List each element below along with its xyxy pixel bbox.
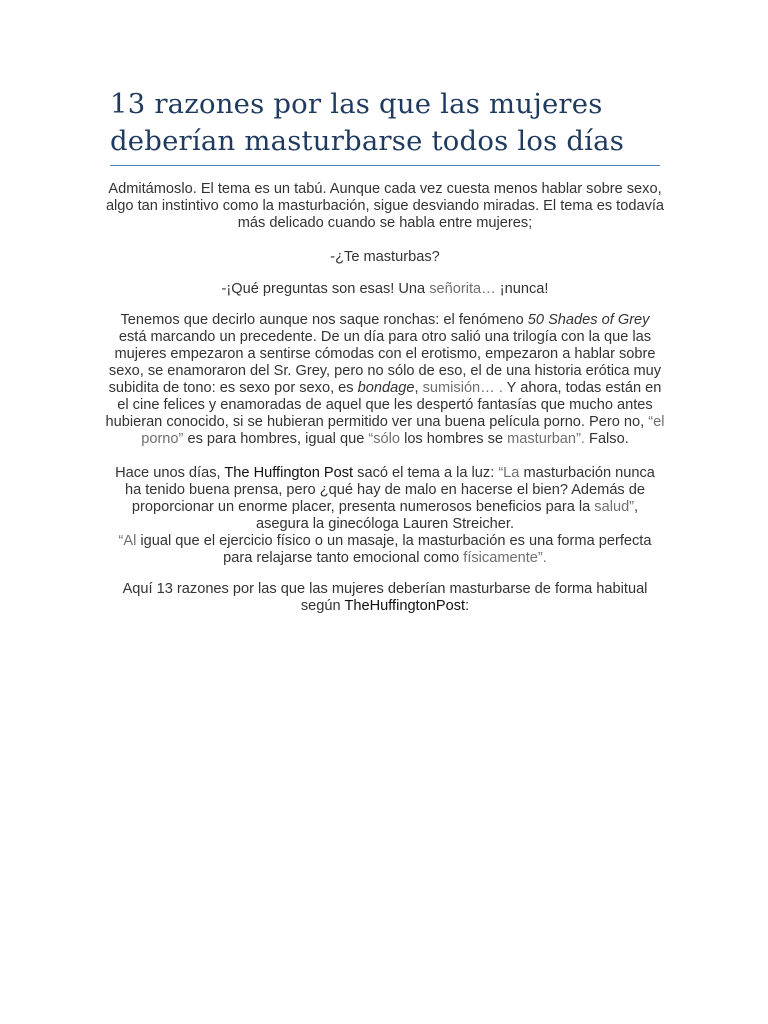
intro-paragraph: Admitámoslo. El tema es un tabú. Aunque cada vez cuesta menos hablar sobre sexo, algo tan instintivo como la masturbación, sigue desviando miradas. El tema es todavía más delicado cuando se habla entre mujeres;: [105, 181, 665, 231]
tenemos-paragraph: [105, 312, 665, 448]
answer-senorita: señorita…: [429, 281, 496, 297]
title-underline: [110, 165, 660, 166]
hace-text-5: igual que el ejercicio físico o un masaje, la masturbación es una forma perfecta para relajarse tanto emocional como: [136, 533, 652, 566]
huffington-post-link[interactable]: The Huffington Post: [224, 465, 354, 481]
title-block: [110, 86, 660, 166]
aqui-paragraph: [105, 581, 665, 615]
tenemos-text-6: los hombres se: [400, 431, 508, 447]
article-body: [105, 181, 665, 615]
bondage-word: bondage: [357, 380, 415, 396]
hace-text-4: , asegura la ginecóloga Lauren Streicher.: [256, 499, 639, 532]
hace-text-1: Hace unos días,: [115, 465, 225, 481]
tenemos-text-2: está marcando un precedente. De un día para otro salió una trilogía con la que las mujeres empezaron a sentirse cómodas con el erotismo, empezaron a hablar sobre sexo, se enamoraron del Sr. Grey, pero no sólo de eso, el de una historia erótica muy subidita de tono: es sexo por sexo, es: [108, 329, 662, 396]
hace-text-2: sacó el tema a la luz:: [353, 465, 499, 481]
sumision-word: sumisión… .: [422, 380, 503, 396]
hace-paragraph: [105, 465, 665, 567]
fisicamente-quote: físicamente”.: [463, 550, 547, 566]
thehuffingtonpost-link[interactable]: TheHuffingtonPost: [344, 598, 466, 614]
al-quote: “Al: [118, 533, 137, 549]
answer-line: [105, 281, 665, 298]
salud-quote: salud”: [594, 499, 635, 515]
tenemos-text-3: ,: [414, 380, 423, 396]
page-title: 13 razones por las que las mujeres deberían masturbarse todos los días: [110, 88, 625, 157]
hace-text-3: masturbación nunca ha tenido buena prensa, pero ¿qué hay de malo en hacerse el bien? Además de proporcionar un enorme placer, presenta numerosos beneficios para la: [124, 465, 655, 515]
masturban-quote: masturban”.: [507, 431, 585, 447]
aqui-text-2: :: [465, 598, 470, 614]
solo-quote: “sólo: [368, 431, 401, 447]
el-porno-quote: “el porno”: [141, 414, 665, 447]
aqui-text-1: Aquí 13 razones por las que las mujeres deberían masturbarse de forma habitual según: [122, 581, 648, 614]
answer-start: -¡Qué preguntas son esas! Una: [221, 281, 430, 297]
tenemos-text-4: Y ahora, todas están en el cine felices y enamoradas de aquel que les despertó fantasías que mucho antes hubieran conocido, si se hubieran permitido ver una buena película porno. Pero no,: [105, 380, 662, 430]
book-title: 50 Shades of Grey: [527, 312, 650, 328]
tenemos-text-1: Tenemos que decirlo aunque nos saque ronchas: el fenómeno: [120, 312, 528, 328]
la-quote: “La: [498, 465, 520, 481]
tenemos-text-5: es para hombres, igual que: [183, 431, 369, 447]
tenemos-text-7: Falso.: [584, 431, 629, 447]
question-line: -¿Te masturbas?: [330, 249, 440, 265]
answer-end: ¡nunca!: [495, 281, 549, 297]
